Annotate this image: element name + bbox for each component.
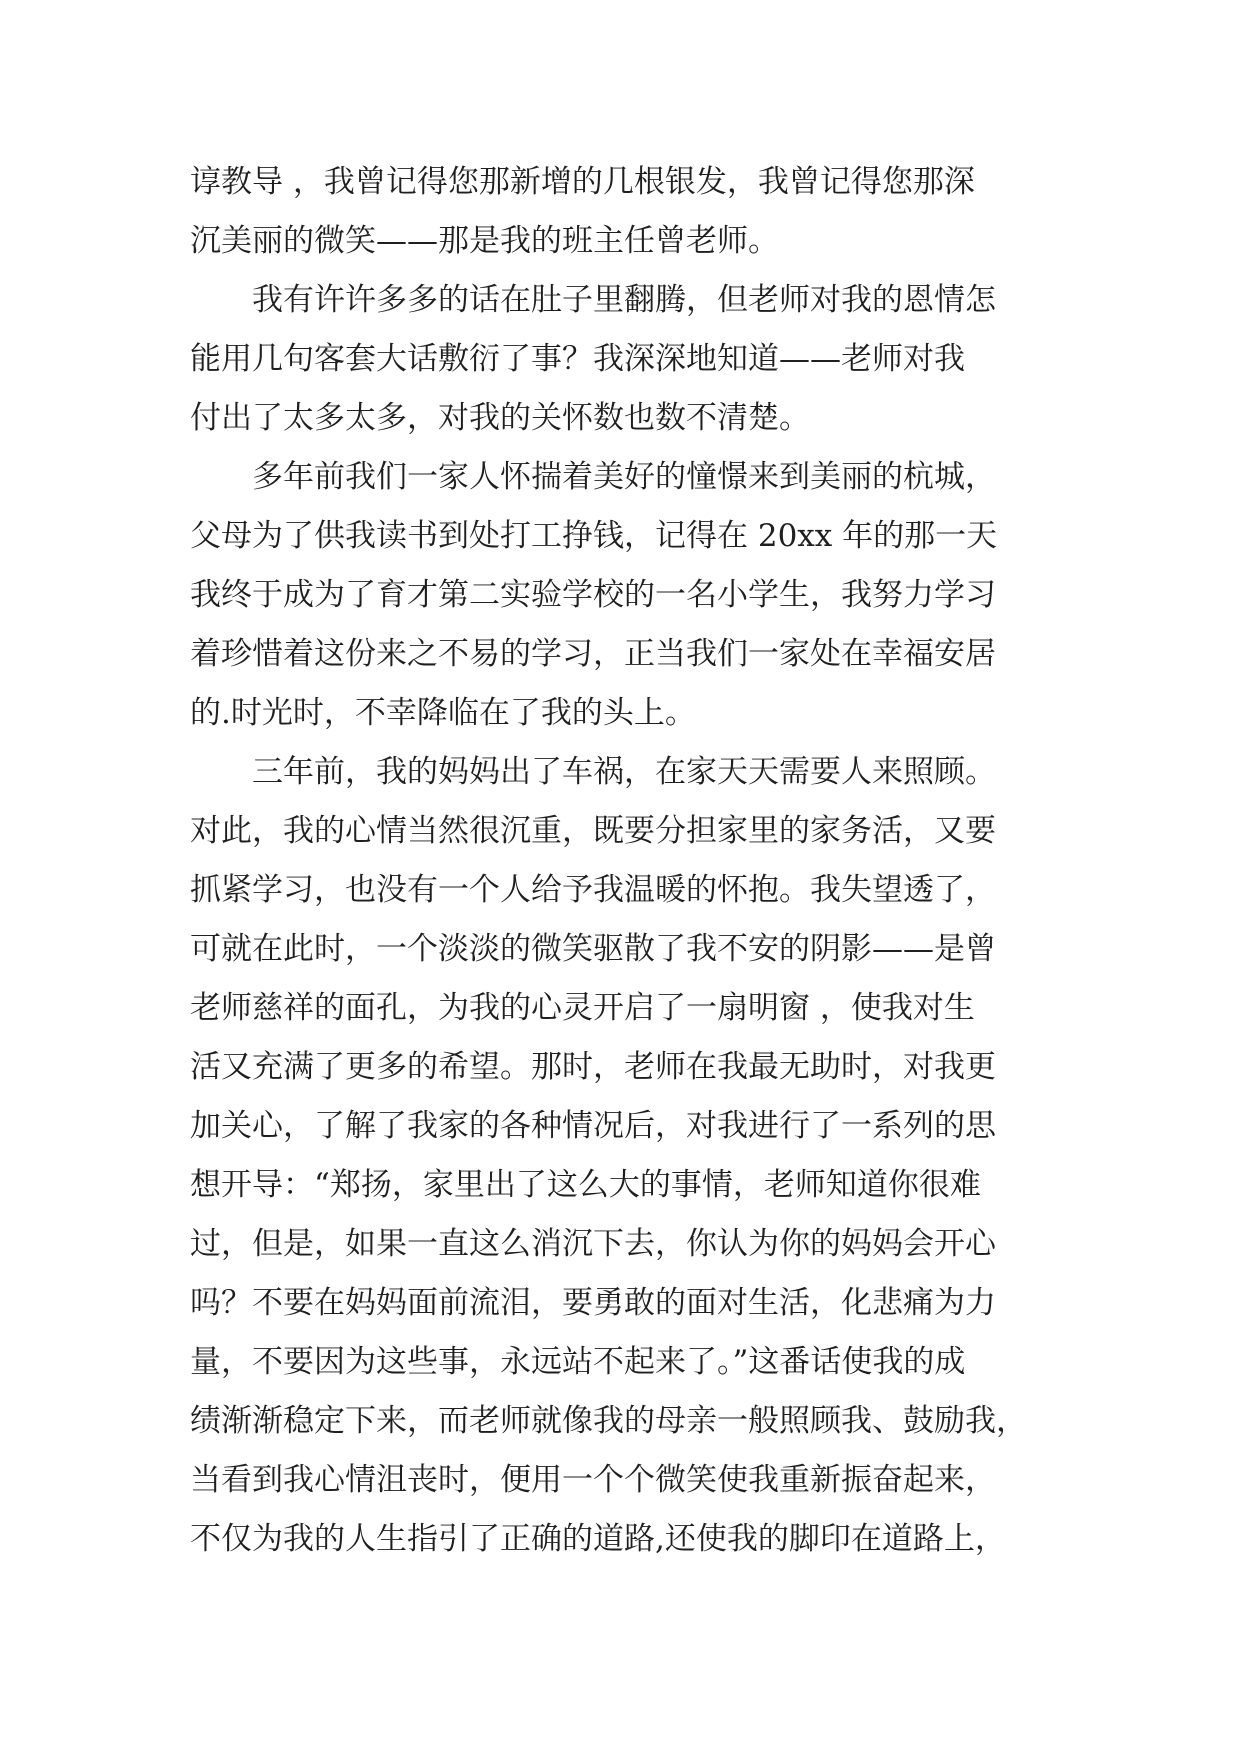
text-line: 对此，我的心情当然很沉重，既要分担家里的家务活，又要	[190, 813, 996, 849]
text-line: 量，不要因为这些事，永远站不起来了。”这番话使我的成	[190, 1344, 966, 1380]
text-line: 过，但是，如果一直这么消沉下去，你认为你的妈妈会开心	[190, 1226, 996, 1262]
text-line: 着珍惜着这份来之不易的学习，正当我们一家处在幸福安居	[190, 636, 996, 672]
text-line: 三年前，我的妈妈出了车祸，在家天天需要人来照顾。	[190, 754, 996, 790]
text-line: 抓紧学习，也没有一个人给予我温暖的怀抱。我失望透了，	[190, 872, 996, 908]
text-line: 活又充满了更多的希望。那时，老师在我最无助时，对我更	[190, 1049, 996, 1085]
text-line: 的.时光时，不幸降临在了我的头上。	[190, 695, 696, 731]
text-line: 不仅为我的人生指引了正确的道路,还使我的脚印在道路上，	[190, 1521, 1006, 1557]
text-line: 加关心，了解了我家的各种情况后，对我进行了一系列的思	[190, 1108, 996, 1144]
text-line: 父母为了供我读书到处打工挣钱，记得在 20xx 年的那一天	[190, 518, 998, 554]
text-line: 可就在此时，一个淡淡的微笑驱散了我不安的阴影——是曾	[190, 931, 996, 967]
text-line: 谆教导 ，我曾记得您那新增的几根银发，我曾记得您那深	[190, 164, 975, 200]
text-line: 吗？不要在妈妈面前流泪，要勇敢的面对生活，化悲痛为力	[190, 1285, 996, 1321]
text-line: 能用几句客套大话敷衍了事？我深深地知道——老师对我	[190, 341, 965, 377]
document-body	[190, 153, 1060, 1569]
text-line: 沉美丽的微笑——那是我的班主任曾老师。	[190, 223, 779, 259]
text-line: 我终于成为了育才第二实验学校的一名小学生，我努力学习	[190, 577, 996, 613]
text-line: 当看到我心情沮丧时，便用一个个微笑使我重新振奋起来，	[190, 1462, 996, 1498]
text-line: 老师慈祥的面孔，为我的心灵开启了一扇明窗 ，使我对生	[190, 990, 975, 1026]
text-line: 绩渐渐稳定下来，而老师就像我的母亲一般照顾我、鼓励我，	[190, 1403, 1027, 1439]
text-line: 付出了太多太多，对我的关怀数也数不清楚。	[190, 400, 810, 436]
text-line: 多年前我们一家人怀揣着美好的憧憬来到美丽的杭城，	[190, 459, 996, 495]
text-line: 想开导：“郑扬，家里出了这么大的事情，老师知道你很难	[190, 1167, 981, 1203]
text-line: 我有许许多多的话在肚子里翻腾，但老师对我的恩情怎	[190, 282, 996, 318]
